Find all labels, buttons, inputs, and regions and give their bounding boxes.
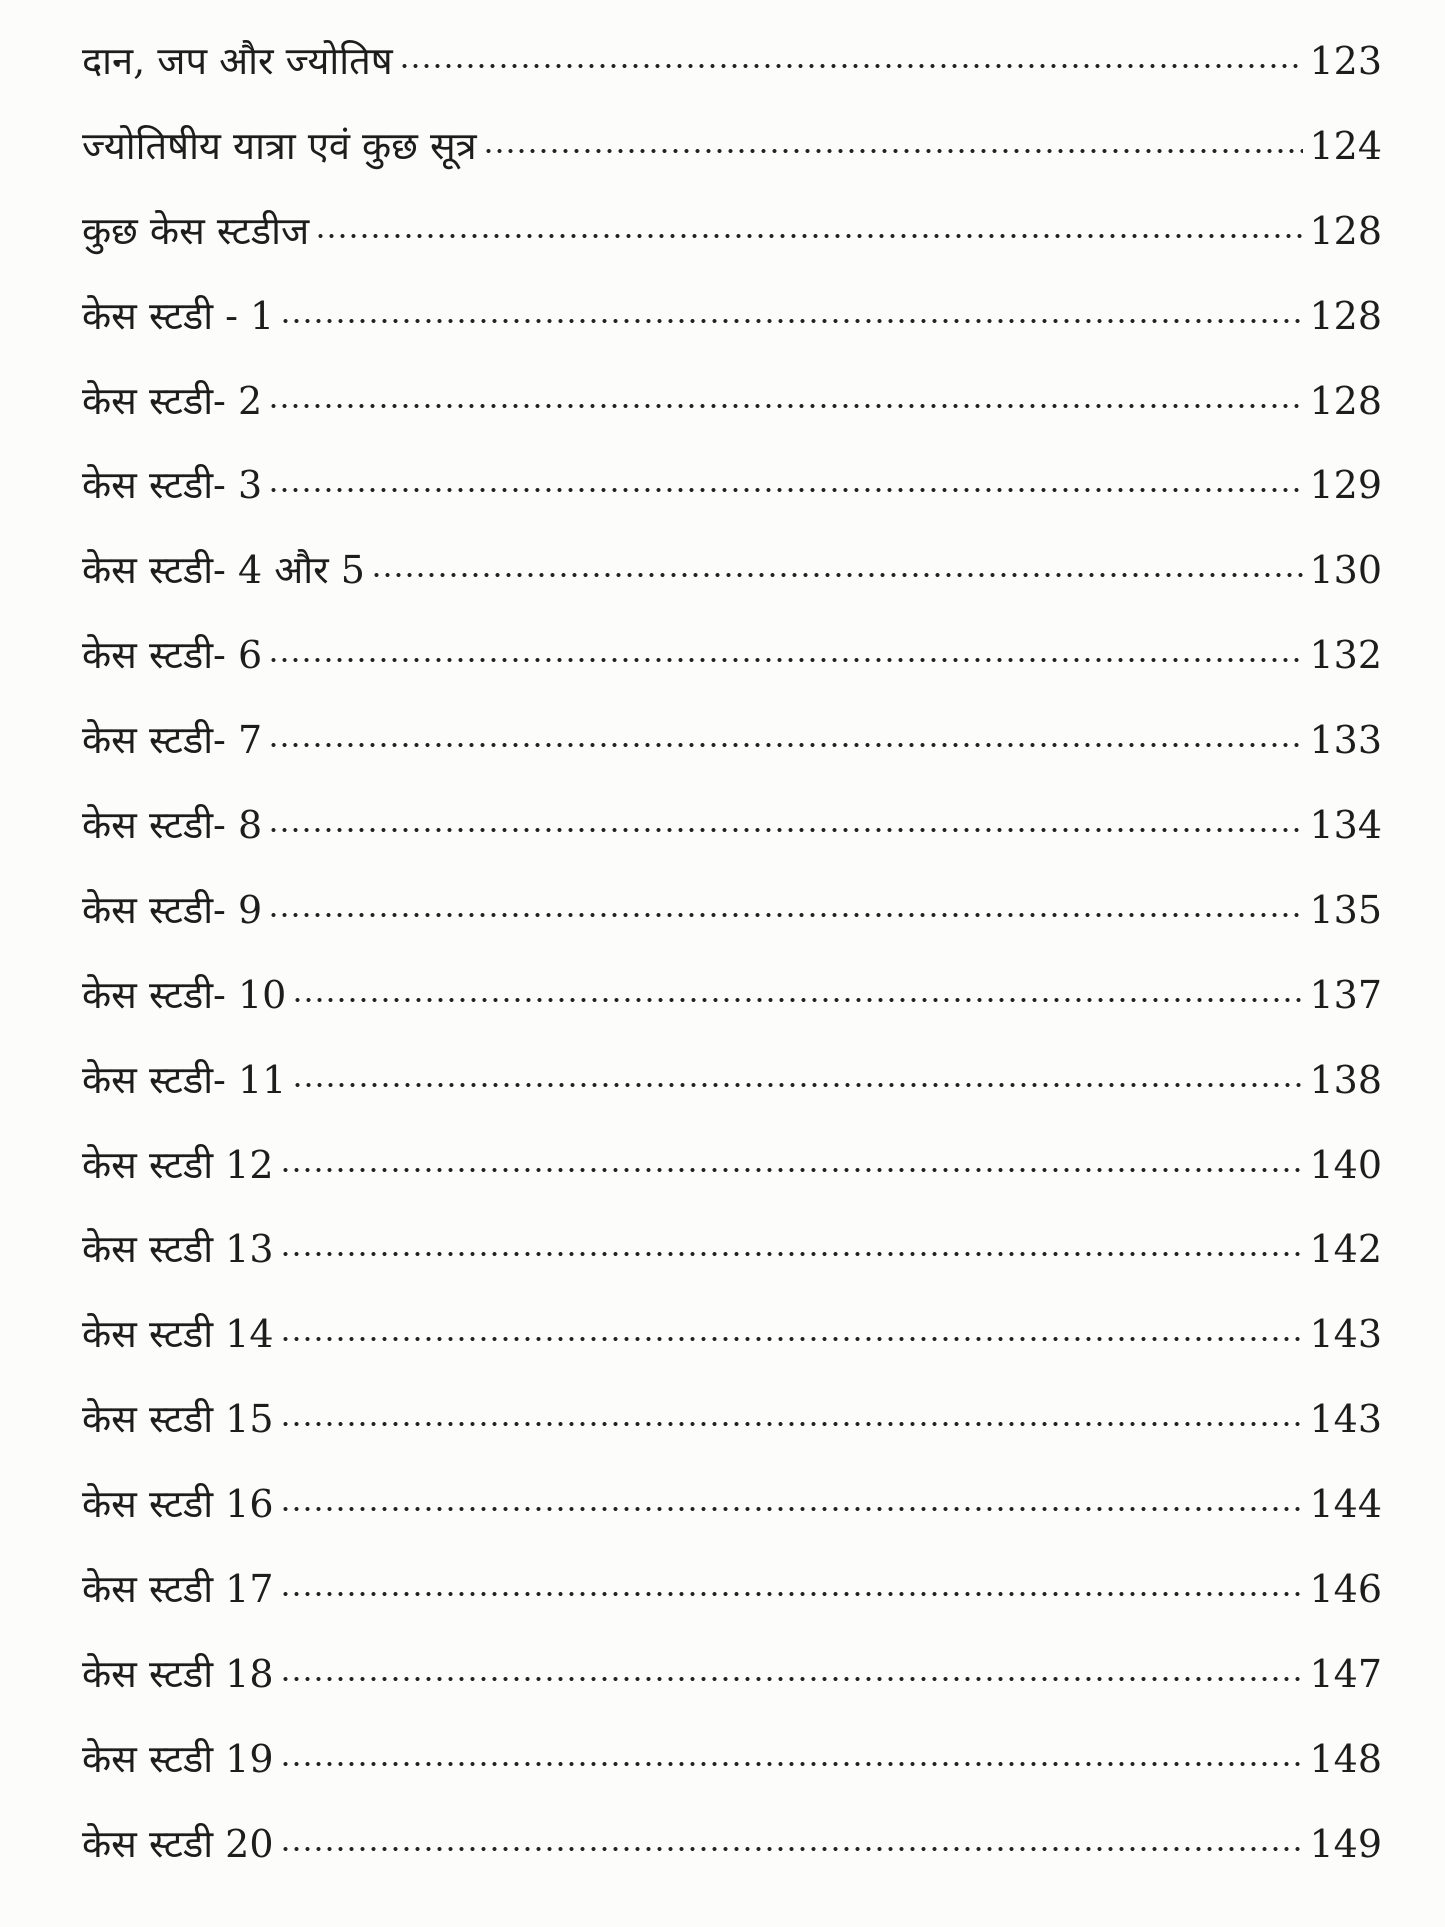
toc-entry bbox=[82, 1567, 1382, 1655]
toc-dot-leader bbox=[268, 741, 1303, 749]
toc-entry-title: केस स्टडी - 1 bbox=[82, 293, 275, 338]
toc-entry-page: 129 bbox=[1309, 463, 1382, 508]
toc-dot-leader bbox=[268, 402, 1303, 410]
toc-entry-title: केस स्टडी 15 bbox=[82, 1397, 274, 1442]
toc-entry-page: 138 bbox=[1309, 1057, 1382, 1102]
toc-entry bbox=[82, 1142, 1382, 1231]
toc-dot-leader bbox=[280, 317, 1303, 325]
toc-dot-leader bbox=[268, 911, 1303, 919]
toc-entry-page: 140 bbox=[1309, 1142, 1382, 1187]
toc-entry bbox=[82, 1057, 1382, 1146]
toc-entry bbox=[82, 39, 1382, 127]
toc-entry-title: केस स्टडी- 8 bbox=[82, 803, 263, 848]
toc-entry-title: केस स्टडी 20 bbox=[82, 1821, 274, 1866]
toc-entry-title: दान, जप और ज्योतिष bbox=[82, 39, 393, 83]
toc-entry-page: 123 bbox=[1309, 39, 1382, 83]
toc-dot-leader bbox=[280, 1335, 1304, 1343]
toc-dot-leader bbox=[371, 571, 1304, 579]
toc-entry-page: 130 bbox=[1309, 548, 1382, 593]
toc-dot-leader bbox=[280, 1505, 1304, 1513]
toc-entry bbox=[82, 208, 1382, 297]
toc-entry-page: 144 bbox=[1309, 1482, 1382, 1527]
toc-entry-title: केस स्टडी 14 bbox=[82, 1312, 274, 1357]
toc-dot-leader bbox=[280, 1166, 1304, 1174]
toc-entry-title: कुछ केस स्टडीज bbox=[82, 208, 310, 253]
toc-dot-leader bbox=[292, 996, 1303, 1004]
toc-dot-leader bbox=[315, 232, 1303, 240]
toc-dot-leader bbox=[280, 1250, 1304, 1258]
toc-entry bbox=[82, 1736, 1382, 1825]
toc-entry-page: 143 bbox=[1309, 1312, 1382, 1357]
toc-entry bbox=[82, 887, 1382, 976]
toc-dot-leader bbox=[280, 1420, 1304, 1428]
toc-dot-leader bbox=[280, 1590, 1304, 1598]
toc-entry bbox=[82, 123, 1382, 212]
toc-entry-title: केस स्टडी- 9 bbox=[82, 887, 263, 932]
toc-entry-page: 135 bbox=[1309, 887, 1382, 932]
toc-entry-title: केस स्टडी 13 bbox=[82, 1227, 274, 1272]
toc-dot-leader bbox=[292, 1081, 1303, 1089]
toc-entry-page: 148 bbox=[1309, 1736, 1382, 1781]
toc-entry-title: केस स्टडी- 2 bbox=[82, 378, 263, 423]
toc-entry bbox=[82, 463, 1382, 551]
toc-entry-page: 142 bbox=[1309, 1227, 1382, 1272]
toc-entry bbox=[82, 1227, 1382, 1315]
toc-entry bbox=[82, 548, 1382, 636]
toc-entry bbox=[82, 1312, 1382, 1400]
toc-dot-leader bbox=[280, 1845, 1304, 1853]
toc-dot-leader bbox=[280, 1760, 1304, 1768]
toc-entry bbox=[82, 718, 1382, 806]
toc-entry-page: 137 bbox=[1309, 972, 1382, 1017]
toc-entry-page: 146 bbox=[1309, 1567, 1382, 1612]
toc-dot-leader bbox=[280, 1675, 1304, 1683]
toc-dot-leader bbox=[268, 826, 1303, 834]
toc-entry-title: केस स्टडी- 4 और 5 bbox=[82, 548, 365, 593]
toc-dot-leader bbox=[268, 656, 1303, 664]
toc-entry bbox=[82, 293, 1382, 382]
toc-entry bbox=[82, 1482, 1382, 1570]
toc-entry-title: केस स्टडी- 10 bbox=[82, 972, 287, 1017]
toc-entry-title: केस स्टडी 18 bbox=[82, 1651, 274, 1696]
toc-entry-page: 128 bbox=[1309, 293, 1382, 338]
toc-entry-title: ज्योतिषीय यात्रा एवं कुछ सूत्र bbox=[82, 123, 477, 168]
toc-dot-leader bbox=[268, 486, 1303, 494]
toc-entry bbox=[82, 378, 1382, 467]
toc-entry-title: केस स्टडी- 3 bbox=[82, 463, 263, 508]
toc-entry-page: 134 bbox=[1309, 803, 1382, 848]
toc-dot-leader bbox=[483, 147, 1304, 155]
toc-entry-title: केस स्टडी 19 bbox=[82, 1736, 274, 1781]
toc-entry-page: 128 bbox=[1309, 378, 1382, 423]
toc-entry bbox=[82, 633, 1382, 721]
toc-entry bbox=[82, 1651, 1382, 1740]
toc-entry-title: केस स्टडी- 11 bbox=[82, 1057, 287, 1102]
toc-entry-title: केस स्टडी 12 bbox=[82, 1142, 274, 1187]
table-of-contents bbox=[82, 39, 1382, 1910]
toc-entry-page: 133 bbox=[1309, 718, 1382, 763]
toc-entry-title: केस स्टडी 17 bbox=[82, 1567, 274, 1612]
toc-entry bbox=[82, 1821, 1382, 1910]
toc-dot-leader bbox=[399, 62, 1304, 70]
toc-entry bbox=[82, 1397, 1382, 1485]
toc-entry-title: केस स्टडी- 7 bbox=[82, 718, 263, 763]
toc-entry-page: 128 bbox=[1309, 208, 1382, 253]
toc-entry-title: केस स्टडी- 6 bbox=[82, 633, 263, 678]
toc-entry bbox=[82, 972, 1382, 1061]
toc-entry-page: 132 bbox=[1309, 633, 1382, 678]
toc-entry-title: केस स्टडी 16 bbox=[82, 1482, 274, 1527]
toc-entry-page: 147 bbox=[1309, 1651, 1382, 1696]
toc-entry-page: 143 bbox=[1309, 1397, 1382, 1442]
toc-entry-page: 149 bbox=[1309, 1821, 1382, 1866]
toc-entry bbox=[82, 803, 1382, 891]
toc-entry-page: 124 bbox=[1309, 123, 1382, 168]
